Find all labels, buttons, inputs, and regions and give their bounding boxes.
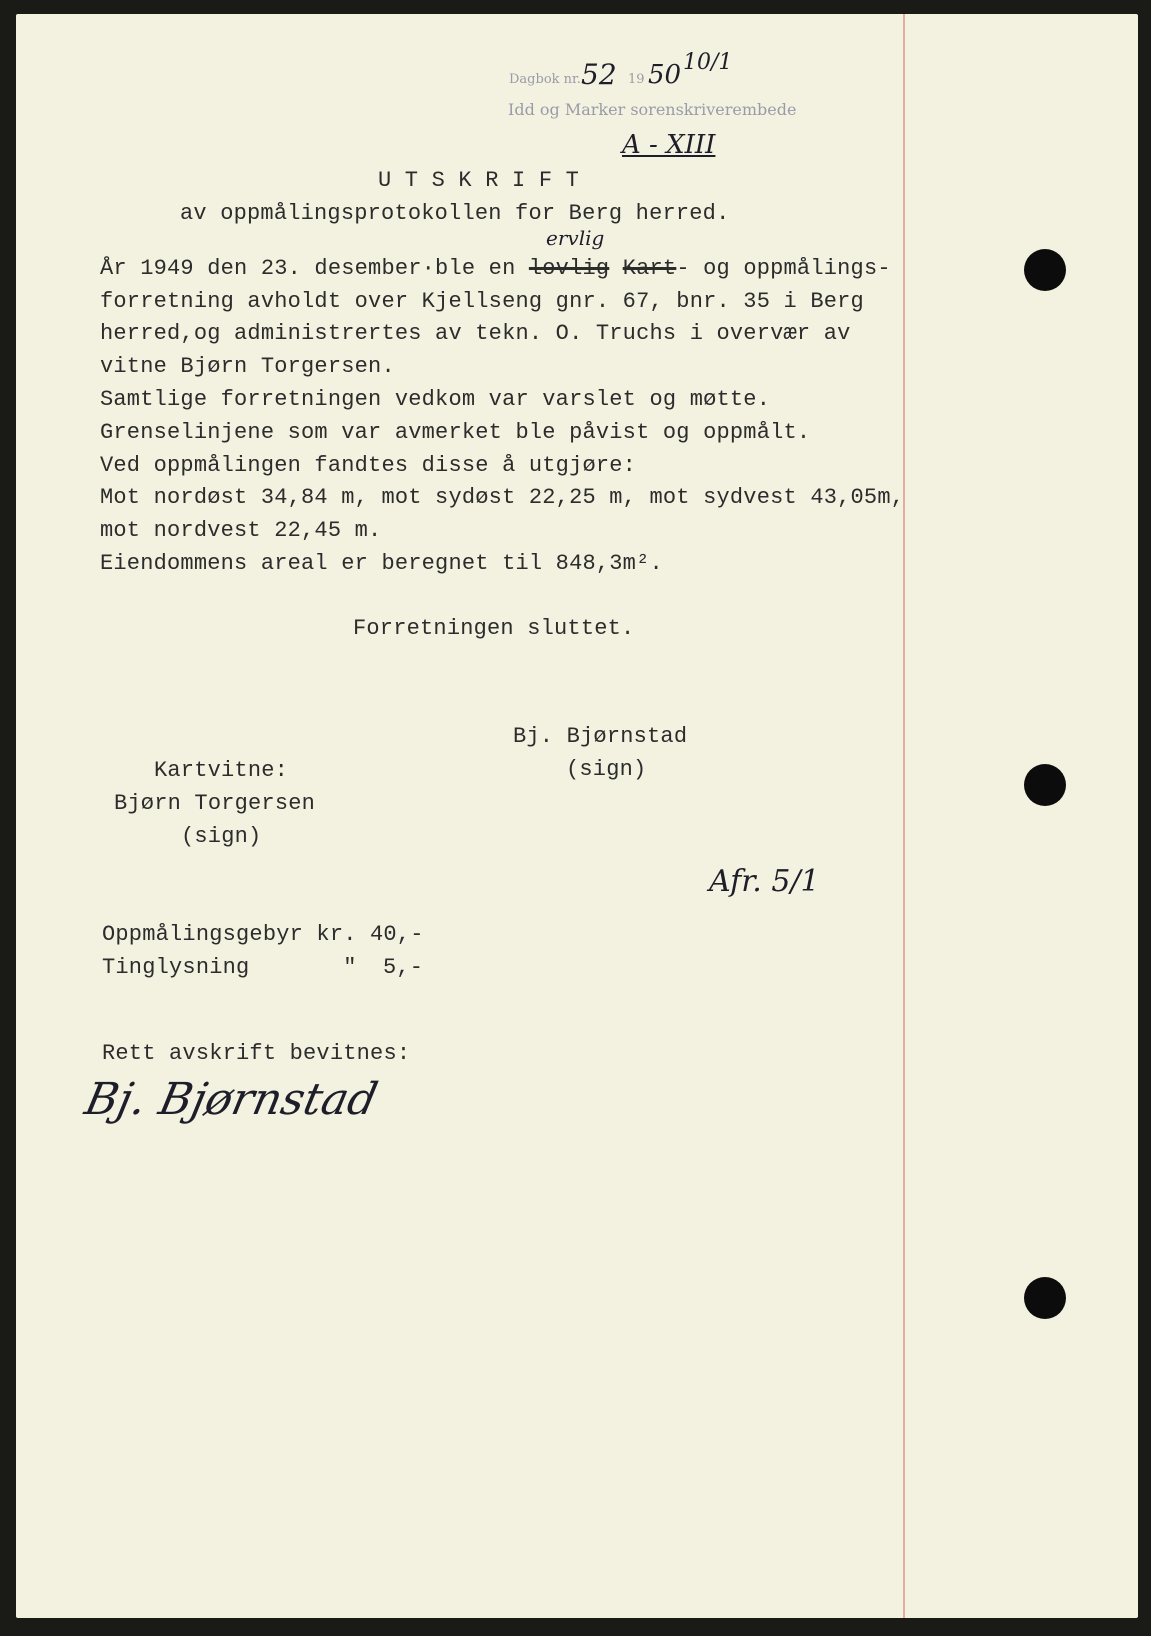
fee-amount: 40,- xyxy=(370,922,424,947)
witness-sign: (sign) xyxy=(181,824,262,849)
reference-number: A - XIII xyxy=(622,130,716,160)
punch-hole-icon xyxy=(1024,764,1066,806)
document-subtitle: av oppmålingsprotokollen for Berg herred. xyxy=(180,201,730,226)
witness-label: Kartvitne: xyxy=(154,758,289,783)
handwritten-signature: Bj. Bjørnstad xyxy=(80,1074,382,1125)
attestation-label: Rett avskrift bevitnes: xyxy=(102,1041,411,1066)
body-line: vitne Bjørn Torgersen. xyxy=(100,354,395,379)
margin-line xyxy=(903,14,905,1618)
body-line-1: År 1949 den 23. desember·ble en lovlig Kart- og oppmålings- xyxy=(100,256,891,281)
office-name: Idd og Marker sorenskriverembede xyxy=(508,100,797,119)
body-line: Ved oppmålingen fandtes disse å utgjøre: xyxy=(100,453,637,478)
punch-hole-icon xyxy=(1024,1277,1066,1319)
body-line: forretning avholdt over Kjellseng gnr. 67, bnr. 35 i Berg xyxy=(100,289,864,314)
year-prefix: 19 xyxy=(628,72,645,87)
punch-hole-icon xyxy=(1024,249,1066,291)
fee-label: Oppmålingsgebyr kr. xyxy=(102,922,357,947)
fee-amount: 5,- xyxy=(383,955,424,980)
closing-line: Forretningen sluttet. xyxy=(353,616,635,641)
body-line: Samtlige forretningen vedkom var varslet og møtte. xyxy=(100,387,771,412)
document-title: U T S K R I F T xyxy=(378,168,580,193)
dagbok-label: Dagbok nr. xyxy=(509,72,581,87)
body-line: mot nordvest 22,45 m. xyxy=(100,518,382,543)
dagbok-number: 52 xyxy=(581,58,617,91)
document-page xyxy=(16,14,1138,1618)
body-line: Mot nordøst 34,84 m, mot sydøst 22,25 m, mot sydvest 43,05m, xyxy=(100,485,905,510)
body-line: Eiendommens areal er beregnet til 848,3m². xyxy=(100,551,663,576)
fee-label: Tinglysning " xyxy=(102,955,357,980)
witness-name: Bjørn Torgersen xyxy=(114,791,316,816)
handwritten-initials: Afr. 5/1 xyxy=(709,864,820,899)
handwritten-insertion: ervlig xyxy=(546,226,605,250)
signer-sign: (sign) xyxy=(566,757,647,782)
stamp-date: 10/1 xyxy=(683,50,733,75)
body-line: herred,og administrertes av tekn. O. Truchs i overvær av xyxy=(100,321,851,346)
signer-name: Bj. Bjørnstad xyxy=(513,724,688,749)
year-suffix: 50 xyxy=(648,60,682,90)
body-line: Grenselinjene som var avmerket ble påvist og oppmålt. xyxy=(100,420,811,445)
